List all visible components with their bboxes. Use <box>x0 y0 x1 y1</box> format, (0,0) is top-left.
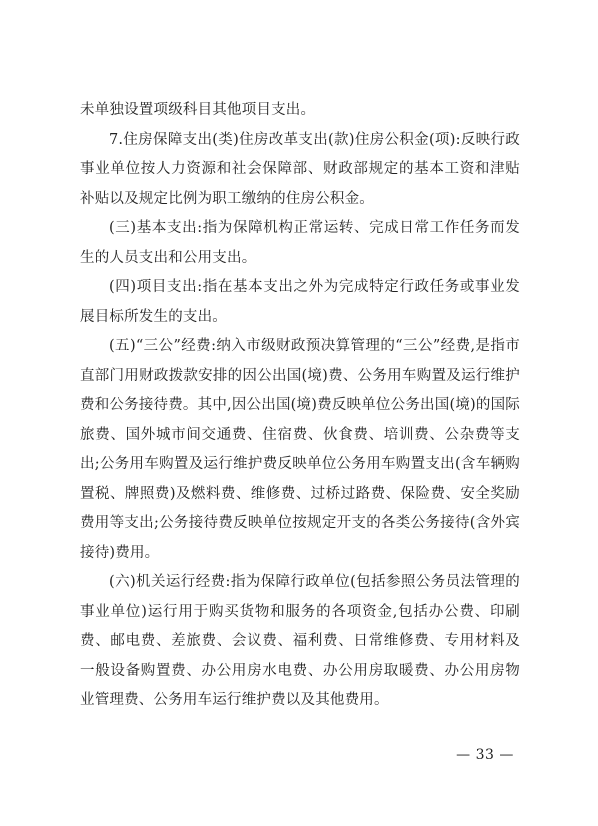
paragraph: (四)项目支出:指在基本支出之外为完成特定行政任务或事业发展目标所发生的支出。 <box>80 279 520 325</box>
page-number: — 33 — <box>456 747 514 763</box>
document-body <box>80 96 520 716</box>
paragraph: (六)机关运行经费:指为保障行政单位(包括参照公务员法管理的事业单位)运行用于购买货物和服务的各项资金,包括办公费、印刷费、邮电费、差旅费、会议费、福利费、日常维修费、专用材料及一般设备购置费、办公用房水电费、办公用房取暖费、办公用房物业管理费、公务用车运行维护费以及其他费用。 <box>80 574 520 708</box>
paragraph: (三)基本支出:指为保障机构正常运转、完成日常工作任务而发生的人员支出和公用支出。 <box>80 220 520 266</box>
paragraph: (五)“三公”经费:纳入市级财政预决算管理的“三公”经费,是指市直部门用财政拨款安排的因公出国(境)费、公务用车购置及运行维护费和公务接待费。其中,因公出国(境)费反映单位公务出国(境)的国际旅费、国外城市间交通费、住宿费、伙食费、培训费、公杂费等支出;公务用车购置及运行维护费反映单位公务用车购置支出(含车辆购置税、牌照费)及燃料费、维修费、过桥过路费、保险费、安全奖励费用等支出;公务接待费反映单位按规定开支的各类公务接待(含外宾接待)费用。 <box>80 338 520 561</box>
paragraph: 未单独设置项级科目其他项目支出。 <box>80 102 316 118</box>
paragraph: 7.住房保障支出(类)住房改革支出(款)住房公积金(项):反映行政事业单位按人力资源和社会保障部、财政部规定的基本工资和津贴补贴以及规定比例为职工缴纳的住房公积金。 <box>80 131 520 207</box>
